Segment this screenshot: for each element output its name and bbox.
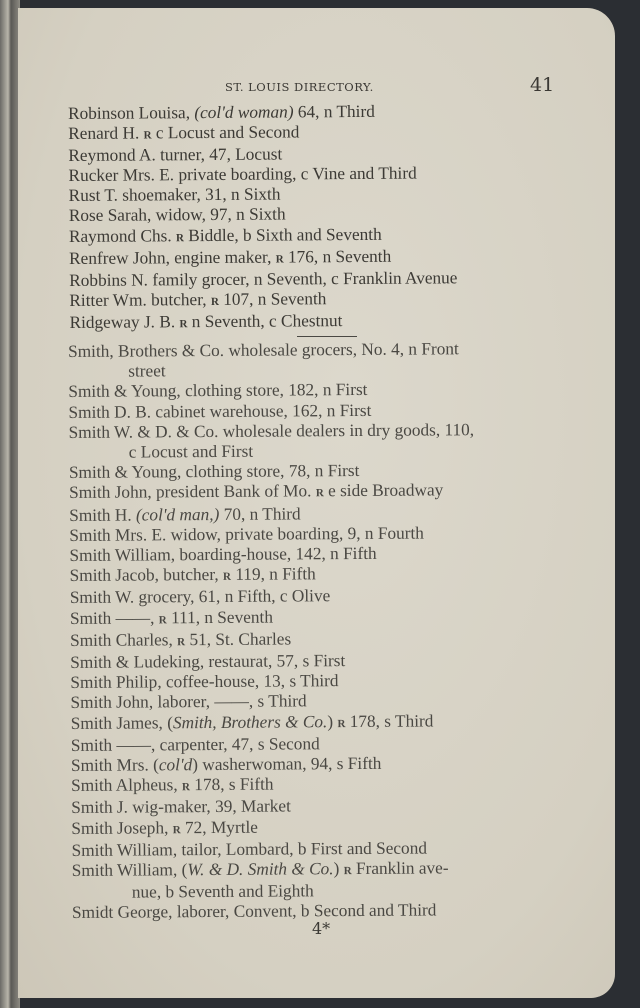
entry-text: ) <box>333 859 344 879</box>
entry-text: n Seventh, c Chestnut <box>187 311 343 332</box>
entry-text: Renard H. <box>68 123 144 144</box>
entry-text: Rucker Mrs. E. private boarding, c Vine and Third <box>68 163 417 186</box>
entry-text: Smith John, laborer, ——, s Third <box>70 691 307 713</box>
entry-text: Smith D. B. cabinet warehouse, 162, n First <box>68 400 372 422</box>
signature-mark: 4* <box>312 919 331 938</box>
entry-text: Renfrew John, engine maker, <box>69 247 276 268</box>
entry-text: Rose Sarah, widow, 97, n Sixth <box>68 204 286 226</box>
entry-text: Smith, Brothers & Co. wholesale grocers, No. 4, n Front <box>68 339 459 361</box>
entry-text: 51, St. Charles <box>185 629 292 650</box>
entry-text: c Locust and First <box>128 441 254 462</box>
entry-text: Smith Alpheus, <box>71 775 183 796</box>
entry-text: Ridgeway J. B. <box>69 312 180 332</box>
entry-text: Smith Mrs. E. widow, private boarding, 9, n Fourth <box>69 523 424 545</box>
residence-marker: R <box>210 295 219 308</box>
residence-marker: R <box>143 129 152 142</box>
entry-italic-note: col'd <box>158 755 193 775</box>
entry-text: Smith W. grocery, 61, n Fifth, c Olive <box>69 586 331 608</box>
entry-text: 178, s Fifth <box>189 774 274 795</box>
entry-text: Smith Charles, <box>70 630 178 650</box>
entry-text: 178, s Third <box>345 711 434 731</box>
entry-text: Smith John, president Bank of Mo. <box>68 481 316 503</box>
entry-text: 64, n Third <box>293 101 375 122</box>
entry-text: Reymond A. turner, 47, Locust <box>68 144 283 166</box>
residence-marker: R <box>172 823 181 836</box>
entry-text: 119, n Fifth <box>230 564 316 585</box>
entry-italic-note: W. & D. Smith & Co. <box>187 859 334 880</box>
section-divider <box>297 336 357 337</box>
residence-marker: R <box>175 231 184 244</box>
entry-text: c Locust and Second <box>151 122 300 143</box>
entry-text: Smith H. <box>69 505 137 525</box>
entry-italic-note: Smith, Brothers & Co. <box>172 711 328 732</box>
entry-text: Smith William, ( <box>71 860 188 881</box>
entry-text: Smith & Ludeking, restaurat, 57, s First <box>70 651 346 673</box>
entry-text: Smith ——, <box>69 608 159 628</box>
entry-text: Smith Joseph, <box>71 817 173 838</box>
residence-marker: R <box>179 318 188 331</box>
entry-italic-note: (col'd woman) <box>194 102 294 123</box>
entry-text: Smith Jacob, butcher, <box>69 565 224 586</box>
entry-text: Smith James, ( <box>70 712 173 733</box>
entry-text: Smith William, tailor, Lombard, b First and Second <box>71 838 428 860</box>
entry-text: 72, Myrtle <box>180 817 259 837</box>
residence-marker: R <box>177 636 186 649</box>
entry-text: Smidt George, laborer, Convent, b Second and Third <box>71 900 437 923</box>
residence-marker: R <box>315 487 324 500</box>
entry-italic-note: (col'd man,) <box>135 504 220 525</box>
entry-text: street <box>128 361 166 381</box>
entry-text: Raymond Chs. <box>68 225 177 246</box>
directory-entry <box>69 309 569 335</box>
directory-entries-smith <box>68 339 572 924</box>
directory-entries-r <box>68 101 570 336</box>
entry-text: Smith Mrs. ( <box>70 755 159 776</box>
residence-marker: R <box>337 717 346 730</box>
entry-text: Smith J. wig-maker, 39, Market <box>71 796 291 818</box>
entry-text: Rust T. shoemaker, 31, n Sixth <box>68 184 281 206</box>
entry-text: Franklin ave- <box>351 858 449 879</box>
entry-text: 176, n Seventh <box>283 246 392 267</box>
entry-text: e side Broadway <box>323 480 444 501</box>
entry-text: Smith Philip, coffee-house, 13, s Third <box>70 671 339 693</box>
residence-marker: R <box>181 781 191 794</box>
entry-text: 70, n Third <box>219 504 301 524</box>
entry-text: nue, b Seventh and Eighth <box>131 881 314 902</box>
residence-marker: R <box>275 253 284 266</box>
residence-marker: R <box>222 571 232 584</box>
entry-text: Smith W. & D. & Co. wholesale dealers in dry goods, 110, <box>68 419 475 442</box>
entry-text: Biddle, b Sixth and Seventh <box>183 224 382 245</box>
entry-text: ) washerwoman, 94, s Fifth <box>192 753 382 775</box>
running-header: ST. LOUIS DIRECTORY. <box>225 80 374 94</box>
entry-text: Ritter Wm. butcher, <box>69 289 211 310</box>
entry-text: Smith & Young, clothing store, 182, n First <box>68 380 368 402</box>
entry-text: Smith William, boarding-house, 142, n Fifth <box>69 543 377 566</box>
entry-text: 107, n Seventh <box>218 289 327 309</box>
residence-marker: R <box>158 613 167 627</box>
residence-marker: R <box>343 865 352 878</box>
entry-text: Robbins N. family grocer, n Seventh, c Franklin Avenue <box>69 268 458 290</box>
entry-text: Smith ——, carpenter, 47, s Second <box>70 734 320 755</box>
entry-text: 111, n Seventh <box>166 607 274 627</box>
entry-text: Smith & Young, clothing store, 78, n First <box>68 461 360 483</box>
entry-text: ) <box>327 711 338 731</box>
page-number: 41 <box>530 74 555 96</box>
book-spine <box>0 0 20 1008</box>
entry-text: Robinson Louisa, <box>68 103 195 123</box>
